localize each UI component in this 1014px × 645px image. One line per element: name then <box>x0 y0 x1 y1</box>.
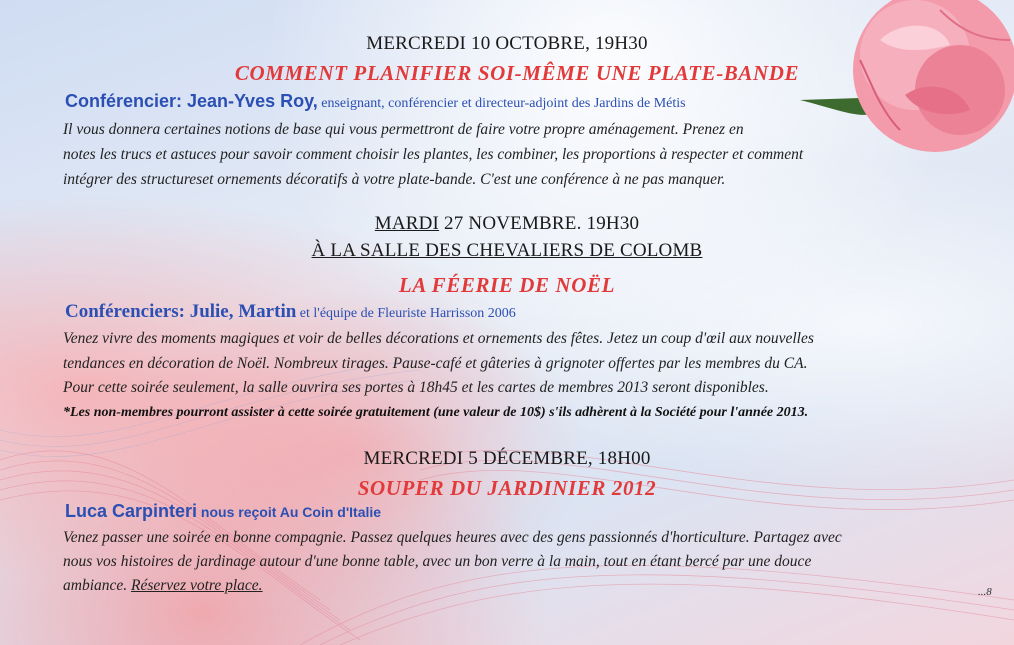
event1-body-line1: Il vous donnera certaines notions de base qui vous permettront de faire votre propre aménagement. Prenez en <box>63 121 744 138</box>
event2-speaker <box>65 301 516 323</box>
event2-venue-text: À LA SALLE DES CHEVALIERS DE COLOMB <box>311 240 703 261</box>
event2-speaker-role: et l'équipe de Fleuriste Harrisson 2006 <box>296 306 516 321</box>
event2-date-rest: 27 NOVEMBRE. 19H30 <box>439 213 640 234</box>
event2-body-line2: tendances en décoration de Noël. Nombreux tirages. Pause-café et gâteries à grignoter offertes par les membres du CA. <box>63 355 808 372</box>
event2-date <box>0 213 1014 235</box>
event1-title: COMMENT PLANIFIER SOI-MÊME UNE PLATE-BANDE <box>234 61 800 85</box>
page-number: ...8 <box>978 586 992 598</box>
event3-date: MERCREDI 5 DÉCEMBRE, 18H00 <box>363 448 651 469</box>
event3-body-line1: Venez passer une soirée en bonne compagnie. Passez quelques heures avec des gens passionnés d'horticulture. Partagez avec <box>63 529 842 546</box>
event1-body-line3: intégrer des structureset ornements décoratifs à votre plate-bande. C'est une conférence à ne pas manquer. <box>63 171 726 188</box>
event1-body-line2: notes les trucs et astuces pour savoir comment choisir les plantes, les combiner, les proportions à respecter et comment <box>63 146 804 163</box>
event2-title: LA FÉERIE DE NOËL <box>398 273 616 297</box>
event3-title: SOUPER DU JARDINIER 2012 <box>357 476 657 500</box>
event2-day: MARDI <box>374 213 440 234</box>
event3-speaker <box>65 501 381 522</box>
event1-date: MERCREDI 10 OCTOBRE, 19H30 <box>366 33 648 54</box>
event2-nonmember-note: *Les non-membres pourront assister à cette soirée gratuitement (une valeur de 10$) s'ils adhèrent à la Société pour l'année 2013. <box>63 405 809 420</box>
event1-speaker-name: Conférencier: Jean-Yves Roy, <box>65 91 318 111</box>
event1-speaker <box>65 91 686 112</box>
reserve-place-link[interactable]: Réservez votre place. <box>131 577 263 594</box>
event2-speaker-names: Conférenciers: Julie, Martin <box>65 301 297 322</box>
event3-body-line2: nous vos histoires de jardinage autour d'une bonne table, avec un bon verre à la main, tout en étant bercé par une douce <box>63 553 812 570</box>
event2-venue <box>0 240 1014 262</box>
event3-body-ambiance: ambiance. <box>63 577 132 594</box>
event3-speaker-role: nous reçoit Au Coin d'Italie <box>197 504 382 520</box>
event2-body-line1: Venez vivre des moments magiques et voir de belles décorations et ornements des fêtes. Jetez un coup d'œil aux nouvelles <box>63 330 814 347</box>
event3-speaker-name: Luca Carpinteri <box>65 501 198 521</box>
event2-body-line3: Pour cette soirée seulement, la salle ouvrira ses portes à 18h45 et les cartes de membres 2013 seront disponibles. <box>63 379 769 396</box>
event1-speaker-role: enseignant, conférencier et directeur-adjoint des Jardins de Métis <box>317 96 686 111</box>
event3-body-line3 <box>63 577 263 595</box>
